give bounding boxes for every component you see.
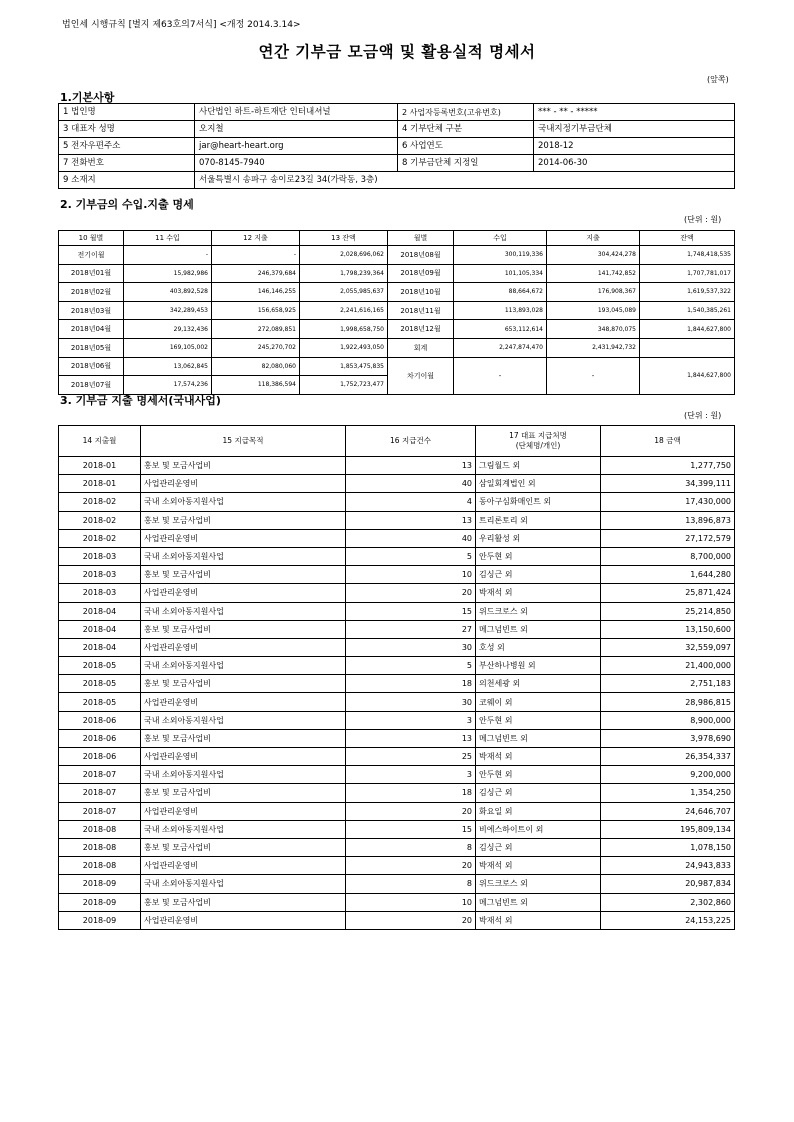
table-row [59, 857, 735, 875]
payee-cell: 박재석 외 [476, 911, 601, 929]
expense-cell: 193,045,089 [547, 301, 640, 320]
balance-cell [640, 338, 735, 357]
email-value: jar@heart-heart.org [195, 138, 398, 155]
amount-cell: 20,987,834 [601, 875, 735, 893]
payee-cell: 부산하나병원 외 [476, 657, 601, 675]
balance-cell: 1,707,781,017 [640, 264, 735, 283]
amount-cell: 27,172,579 [601, 529, 735, 547]
purpose-cell: 홍보 및 모금사업비 [141, 457, 346, 475]
expense-cell: 141,742,852 [547, 264, 640, 283]
amount-cell: 1,277,750 [601, 457, 735, 475]
expense-cell: - [212, 246, 300, 265]
table-row [59, 675, 735, 693]
count-cell: 18 [346, 784, 476, 802]
month-cell: 2018-07 [59, 766, 141, 784]
amount-cell: 8,900,000 [601, 711, 735, 729]
payee-cell: 코웨이 외 [476, 693, 601, 711]
expense-cell: 272,089,851 [212, 320, 300, 339]
count-cell: 15 [346, 602, 476, 620]
table-row [59, 620, 735, 638]
purpose-cell: 사업관리운영비 [141, 529, 346, 547]
purpose-cell: 홍보 및 모금사업비 [141, 566, 346, 584]
month-cell: 2018-04 [59, 602, 141, 620]
column-header: 잔액 [640, 231, 735, 246]
purpose-cell: 홍보 및 모금사업비 [141, 675, 346, 693]
carry-forward-expense: - [547, 357, 640, 394]
expense-cell: 304,424,278 [547, 246, 640, 265]
purpose-cell: 국내 소외아동지원사업 [141, 547, 346, 565]
purpose-cell: 사업관리운영비 [141, 584, 346, 602]
column-header: 12 지출 [212, 231, 300, 246]
table-row [59, 264, 735, 283]
table-row [59, 547, 735, 565]
month-cell: 2018년02월 [59, 283, 124, 302]
amount-cell: 2,302,860 [601, 893, 735, 911]
income-cell: 342,289,453 [124, 301, 212, 320]
month-cell: 2018-08 [59, 838, 141, 856]
column-header: 지출 [547, 231, 640, 246]
table-row [59, 104, 735, 121]
count-cell: 20 [346, 584, 476, 602]
amount-cell: 21,400,000 [601, 657, 735, 675]
month-cell: 2018-02 [59, 511, 141, 529]
amount-cell: 28,986,815 [601, 693, 735, 711]
type-value: 국내지정기부금단체 [534, 121, 735, 138]
amount-cell: 9,200,000 [601, 766, 735, 784]
table-row [59, 729, 735, 747]
table-row [59, 338, 735, 357]
column-header: 18 금액 [601, 426, 735, 457]
payee-cell: 김싱근 외 [476, 784, 601, 802]
table-row [59, 584, 735, 602]
table-row [59, 121, 735, 138]
month-cell: 회계 [388, 338, 454, 357]
count-cell: 13 [346, 457, 476, 475]
payee-cell: 메그넘빈트 외 [476, 620, 601, 638]
balance-cell: 1,752,723,477 [300, 376, 388, 395]
phone-label: 7 전화번호 [59, 155, 195, 172]
column-header: 16 지급건수 [346, 426, 476, 457]
month-cell: 2018-04 [59, 620, 141, 638]
count-cell: 20 [346, 857, 476, 875]
income-table [58, 230, 735, 395]
month-cell: 2018-05 [59, 693, 141, 711]
count-cell: 40 [346, 475, 476, 493]
year-label: 6 사업연도 [398, 138, 534, 155]
income-cell: 88,664,672 [454, 283, 547, 302]
payee-cell: 동아구심화매인트 외 [476, 493, 601, 511]
purpose-cell: 홍보 및 모금사업비 [141, 511, 346, 529]
purpose-cell: 사업관리운영비 [141, 693, 346, 711]
income-cell: 300,119,336 [454, 246, 547, 265]
expense-cell: 82,080,060 [212, 357, 300, 376]
table-row [59, 301, 735, 320]
balance-cell: 2,241,616,165 [300, 301, 388, 320]
month-cell: 2018년04월 [59, 320, 124, 339]
income-cell: 101,105,334 [454, 264, 547, 283]
month-cell: 2018년10월 [388, 283, 454, 302]
month-cell: 2018-04 [59, 638, 141, 656]
table-row [59, 511, 735, 529]
payee-cell: 의천세광 외 [476, 675, 601, 693]
month-cell: 2018년06월 [59, 357, 124, 376]
amount-cell: 1,644,280 [601, 566, 735, 584]
corp-name-value: 사단법인 하트-하트재단 인터내셔널 [195, 104, 398, 121]
payee-cell: 안두현 외 [476, 766, 601, 784]
table-row [59, 657, 735, 675]
table-row [59, 529, 735, 547]
month-cell: 2018-05 [59, 675, 141, 693]
carry-forward-label: 차기이월 [388, 357, 454, 394]
payee-cell: 화요일 외 [476, 802, 601, 820]
payee-cell: 메그넘빈트 외 [476, 893, 601, 911]
payee-cell: 안두현 외 [476, 711, 601, 729]
carry-forward-income: - [454, 357, 547, 394]
payee-cell: 위드크로스 외 [476, 602, 601, 620]
count-cell: 20 [346, 911, 476, 929]
table-row [59, 693, 735, 711]
payee-cell: 안두현 외 [476, 547, 601, 565]
purpose-cell: 사업관리운영비 [141, 802, 346, 820]
count-cell: 5 [346, 657, 476, 675]
month-cell: 2018-03 [59, 566, 141, 584]
count-cell: 3 [346, 711, 476, 729]
count-cell: 13 [346, 511, 476, 529]
income-cell: 169,105,002 [124, 338, 212, 357]
month-cell: 2018년11월 [388, 301, 454, 320]
table-row [59, 493, 735, 511]
count-cell: 8 [346, 838, 476, 856]
type-label: 4 기부단체 구분 [398, 121, 534, 138]
month-cell: 2018-03 [59, 584, 141, 602]
amount-cell: 3,978,690 [601, 729, 735, 747]
payee-cell: 박재석 외 [476, 857, 601, 875]
expense-cell: 146,146,255 [212, 283, 300, 302]
purpose-cell: 홍보 및 모금사업비 [141, 620, 346, 638]
table-row [59, 602, 735, 620]
email-label: 5 전자우편주소 [59, 138, 195, 155]
table-row [59, 638, 735, 656]
month-cell: 2018년09월 [388, 264, 454, 283]
payee-cell: 위드크로스 외 [476, 875, 601, 893]
purpose-cell: 홍보 및 모금사업비 [141, 838, 346, 856]
table-row [59, 475, 735, 493]
month-cell: 2018-02 [59, 529, 141, 547]
table-row [59, 838, 735, 856]
balance-cell: 1,922,493,050 [300, 338, 388, 357]
purpose-cell: 국내 소외아동지원사업 [141, 711, 346, 729]
amount-cell: 195,809,134 [601, 820, 735, 838]
month-cell: 2018년12월 [388, 320, 454, 339]
month-cell: 2018-06 [59, 748, 141, 766]
count-cell: 30 [346, 638, 476, 656]
balance-cell: 1,844,627,800 [640, 320, 735, 339]
table-row [59, 357, 735, 376]
month-cell: 2018-02 [59, 493, 141, 511]
spend-unit: (단위 : 원) [684, 411, 722, 420]
purpose-cell: 홍보 및 모금사업비 [141, 893, 346, 911]
purpose-cell: 사업관리운영비 [141, 911, 346, 929]
corp-name-label: 1 법인명 [59, 104, 195, 121]
spend-table [58, 425, 735, 930]
column-header: 14 지출월 [59, 426, 141, 457]
law-reference: 법인세 시행규칙 [별지 제63호의7서식] <개정 2014.3.14> [62, 20, 301, 30]
expense-cell: 176,908,367 [547, 283, 640, 302]
amount-cell: 34,399,111 [601, 475, 735, 493]
payee-cell: 트리론토리 외 [476, 511, 601, 529]
income-section-title: 2. 기부금의 수입.지출 명세 [60, 198, 194, 211]
amount-cell: 8,700,000 [601, 547, 735, 565]
count-cell: 10 [346, 893, 476, 911]
amount-cell: 1,354,250 [601, 784, 735, 802]
page-title: 연간 기부금 모금액 및 활용실적 명세서 [258, 43, 536, 61]
payee-cell: 비에스하이트이 외 [476, 820, 601, 838]
income-cell: 113,893,028 [454, 301, 547, 320]
amount-cell: 13,150,600 [601, 620, 735, 638]
amount-cell: 1,078,150 [601, 838, 735, 856]
table-row [59, 320, 735, 339]
income-cell: 17,574,236 [124, 376, 212, 395]
column-header: 월별 [388, 231, 454, 246]
expense-cell: 2,431,942,732 [547, 338, 640, 357]
payee-cell: 메그넘빈트 외 [476, 729, 601, 747]
count-cell: 15 [346, 820, 476, 838]
amount-cell: 25,871,424 [601, 584, 735, 602]
column-header: 15 지급목적 [141, 426, 346, 457]
expense-cell: 118,386,594 [212, 376, 300, 395]
balance-cell: 1,540,385,261 [640, 301, 735, 320]
column-header: 10 월별 [59, 231, 124, 246]
amount-cell: 2,751,183 [601, 675, 735, 693]
expense-cell: 348,870,075 [547, 320, 640, 339]
rep-value: 오지철 [195, 121, 398, 138]
amount-cell: 24,943,833 [601, 857, 735, 875]
balance-cell: 1,798,239,364 [300, 264, 388, 283]
purpose-cell: 국내 소외아동지원사업 [141, 602, 346, 620]
table-row [59, 246, 735, 265]
table-row [59, 138, 735, 155]
payee-cell: 그림월드 외 [476, 457, 601, 475]
table-header-row [59, 426, 735, 457]
month-cell: 2018년03월 [59, 301, 124, 320]
balance-cell: 1,998,658,750 [300, 320, 388, 339]
table-row [59, 711, 735, 729]
month-cell: 전기이월 [59, 246, 124, 265]
address-label: 9 소재지 [59, 172, 195, 189]
balance-cell: 2,028,696,062 [300, 246, 388, 265]
table-row [59, 893, 735, 911]
month-cell: 2018-09 [59, 893, 141, 911]
table-row [59, 155, 735, 172]
column-header: 17 대표 지급처명 (단체명/개인) [476, 426, 601, 457]
income-cell: 653,112,614 [454, 320, 547, 339]
carry-forward-balance: 1,844,627,800 [640, 357, 735, 394]
month-cell: 2018-06 [59, 729, 141, 747]
amount-cell: 24,646,707 [601, 802, 735, 820]
spend-section-title: 3. 기부금 지출 명세서(국내사업) [60, 394, 221, 407]
expense-cell: 246,379,684 [212, 264, 300, 283]
month-cell: 2018년07월 [59, 376, 124, 395]
payee-cell: 김싱근 외 [476, 566, 601, 584]
payee-cell: 우리활성 외 [476, 529, 601, 547]
column-header: 11 수입 [124, 231, 212, 246]
table-row [59, 566, 735, 584]
payee-cell: 호성 외 [476, 638, 601, 656]
count-cell: 4 [346, 493, 476, 511]
month-cell: 2018-08 [59, 820, 141, 838]
purpose-cell: 사업관리운영비 [141, 857, 346, 875]
month-cell: 2018년01월 [59, 264, 124, 283]
biz-no-value: *** - ** - ***** [534, 104, 735, 121]
amount-cell: 32,559,097 [601, 638, 735, 656]
income-cell: 15,982,986 [124, 264, 212, 283]
purpose-cell: 홍보 및 모금사업비 [141, 784, 346, 802]
amount-cell: 17,430,000 [601, 493, 735, 511]
count-cell: 18 [346, 675, 476, 693]
purpose-cell: 사업관리운영비 [141, 748, 346, 766]
table-row [59, 911, 735, 929]
table-row [59, 172, 735, 189]
income-cell: 29,132,436 [124, 320, 212, 339]
table-row [59, 457, 735, 475]
count-cell: 40 [346, 529, 476, 547]
month-cell: 2018-05 [59, 657, 141, 675]
count-cell: 3 [346, 766, 476, 784]
table-row [59, 784, 735, 802]
phone-value: 070-8145-7940 [195, 155, 398, 172]
amount-cell: 13,896,873 [601, 511, 735, 529]
purpose-cell: 사업관리운영비 [141, 638, 346, 656]
count-cell: 25 [346, 748, 476, 766]
month-cell: 2018-07 [59, 802, 141, 820]
count-cell: 20 [346, 802, 476, 820]
table-row [59, 766, 735, 784]
purpose-cell: 국내 소외아동지원사업 [141, 820, 346, 838]
month-cell: 2018-06 [59, 711, 141, 729]
amount-cell: 24,153,225 [601, 911, 735, 929]
payee-cell: 김싱근 외 [476, 838, 601, 856]
balance-cell: 1,748,418,535 [640, 246, 735, 265]
table-header-row [59, 231, 735, 246]
purpose-cell: 국내 소외아동지원사업 [141, 875, 346, 893]
rep-label: 3 대표자 성명 [59, 121, 195, 138]
table-row [59, 748, 735, 766]
month-cell: 2018-01 [59, 457, 141, 475]
amount-cell: 26,354,337 [601, 748, 735, 766]
purpose-cell: 국내 소외아동지원사업 [141, 766, 346, 784]
month-cell: 2018년05월 [59, 338, 124, 357]
count-cell: 8 [346, 875, 476, 893]
expense-cell: 156,658,925 [212, 301, 300, 320]
balance-cell: 2,055,985,637 [300, 283, 388, 302]
table-row [59, 283, 735, 302]
count-cell: 27 [346, 620, 476, 638]
basic-info-table [58, 103, 735, 189]
count-cell: 30 [346, 693, 476, 711]
designated-value: 2014-06-30 [534, 155, 735, 172]
column-header: 수입 [454, 231, 547, 246]
payee-cell: 삼일회계법인 외 [476, 475, 601, 493]
month-cell: 2018년08월 [388, 246, 454, 265]
month-cell: 2018-08 [59, 857, 141, 875]
designated-label: 8 기부금단체 지정일 [398, 155, 534, 172]
payee-cell: 박재석 외 [476, 584, 601, 602]
table-row [59, 802, 735, 820]
basic-section-title: 1.기본사항 [60, 91, 115, 104]
income-cell: 403,892,528 [124, 283, 212, 302]
amount-cell: 25,214,850 [601, 602, 735, 620]
month-cell: 2018-09 [59, 875, 141, 893]
purpose-cell: 사업관리운영비 [141, 475, 346, 493]
column-header: 13 잔액 [300, 231, 388, 246]
balance-cell: 1,853,475,835 [300, 357, 388, 376]
count-cell: 5 [346, 547, 476, 565]
income-cell: 13,062,845 [124, 357, 212, 376]
page-note: (앞쪽) [707, 75, 729, 84]
month-cell: 2018-03 [59, 547, 141, 565]
address-value: 서울특별시 송파구 송이로23길 34(가락동, 3층) [195, 172, 735, 189]
purpose-cell: 국내 소외아동지원사업 [141, 493, 346, 511]
count-cell: 10 [346, 566, 476, 584]
month-cell: 2018-01 [59, 475, 141, 493]
month-cell: 2018-09 [59, 911, 141, 929]
purpose-cell: 국내 소외아동지원사업 [141, 657, 346, 675]
income-cell: 2,247,874,470 [454, 338, 547, 357]
purpose-cell: 홍보 및 모금사업비 [141, 729, 346, 747]
table-row [59, 820, 735, 838]
income-unit: (단위 : 원) [684, 215, 722, 224]
payee-cell: 박재석 외 [476, 748, 601, 766]
income-cell: - [124, 246, 212, 265]
month-cell: 2018-07 [59, 784, 141, 802]
biz-no-label: 2 사업자등록번호(고유번호) [398, 104, 534, 121]
expense-cell: 245,270,702 [212, 338, 300, 357]
balance-cell: 1,619,537,322 [640, 283, 735, 302]
table-row [59, 875, 735, 893]
year-value: 2018-12 [534, 138, 735, 155]
count-cell: 13 [346, 729, 476, 747]
